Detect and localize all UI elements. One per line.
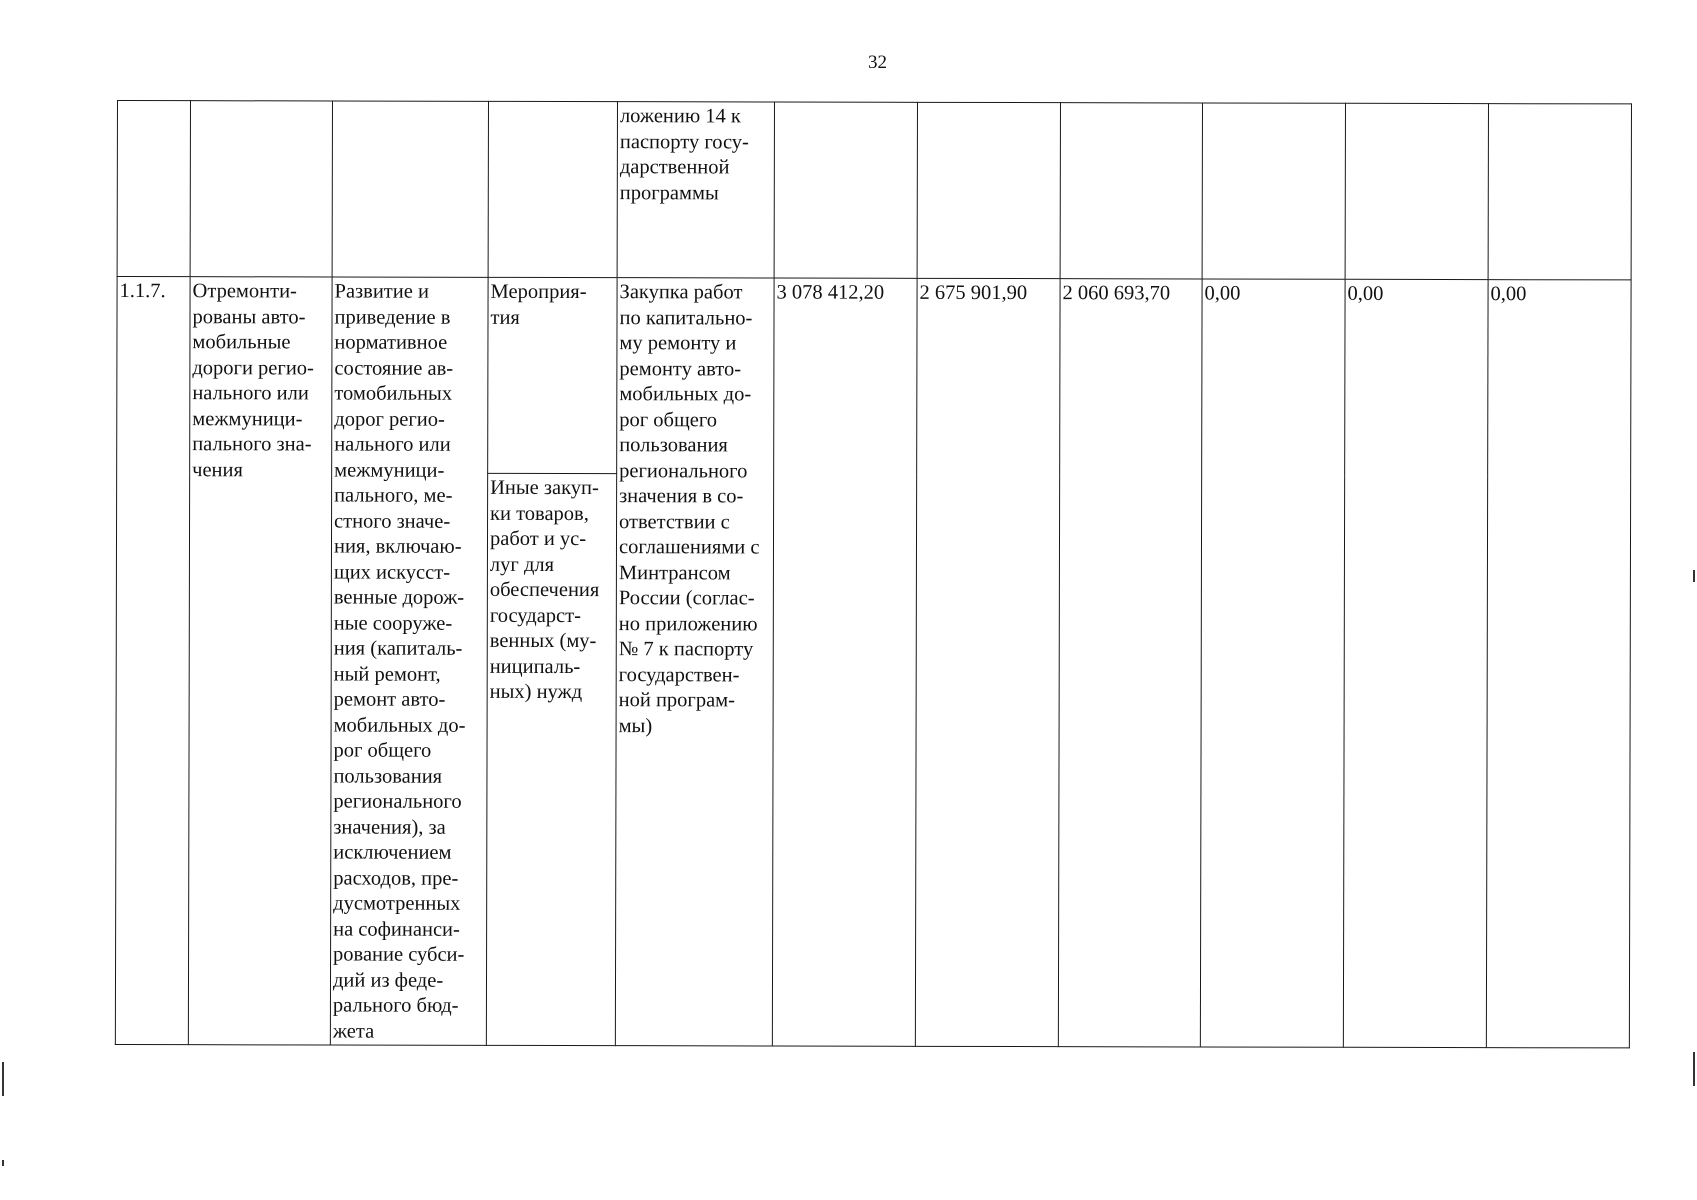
text-line: мобильные [192,331,291,354]
text-line: ных) нужд [489,680,583,704]
cell-empty [1060,103,1202,279]
text-line: программы [619,181,719,204]
cell-type-lower [486,473,616,1045]
text-line: рог общего [333,739,432,762]
text-line: состояние ав- [334,356,454,380]
cell-value-3: 2 060 693,70 [1058,279,1202,1047]
text-line: по капитально- [619,306,753,329]
scan-edge-mark [2,1062,4,1096]
text-line: пользования [619,434,728,457]
scan-edge-mark [1693,1052,1695,1086]
text-line: пользования [333,764,443,788]
cell-empty [1345,103,1488,279]
text-line: венные дорож- [333,586,465,609]
text-line: значения), за [333,815,446,839]
cell-value-1: 3 078 412,20 [772,278,917,1046]
cell-type-upper [488,277,617,473]
text-line: пального, ме- [334,484,453,507]
cell-continuation-text [617,102,774,278]
cell-result [188,277,332,1045]
text-line: обеспечения [489,578,600,602]
cell-direction [330,277,488,1045]
cell-empty [190,101,332,277]
cell-value-4: 0,00 [1200,279,1345,1047]
text-line: значения в со- [619,485,744,508]
text-line: на софинанси- [333,917,460,941]
text-line: ния, включаю- [333,535,462,558]
text-line: Развитие и [334,280,429,303]
text-line: дорог регио- [334,407,445,431]
cell-empty [117,101,190,277]
text-line: межмуници- [334,458,445,482]
text-line: щих искусст- [333,560,451,584]
cell-value-5: 0,00 [1343,279,1488,1047]
text-line: ния (капиталь- [333,637,463,660]
text-line: Минтрансом [618,561,731,584]
text-line: венных (му- [489,629,597,653]
text-line: нального или [192,382,309,405]
text-line: томобильных [334,382,453,405]
text-line: луг для [489,553,555,576]
text-line: Мероприя- [490,280,587,304]
cell-index: 1.1.7. [115,277,190,1045]
text-line: ответствии с [619,510,730,533]
scan-edge-mark [1693,570,1695,582]
text-line: государствен- [618,663,740,686]
text-line: дий из феде- [332,968,444,992]
cell-empty [917,102,1060,278]
text-line: рального бюд- [332,994,459,1017]
text-line: нального или [334,433,451,456]
text-line: но приложению [618,612,758,635]
text-line: приведение в [334,305,451,329]
budget-table [115,100,1632,1048]
text-line: России (соглас- [618,587,755,610]
cell-empty [1488,104,1631,280]
text-line: расходов, пре- [333,866,459,890]
text-line: мобильных до- [619,383,752,406]
text-line: стного значе- [334,509,451,533]
text-line: тия [490,306,520,329]
text-line: рованы авто- [192,305,306,328]
text-line: Закупка работ [619,281,743,304]
text-line: рог общего [619,408,718,431]
page-number: 32 [868,52,887,73]
text-line: ной програм- [618,689,736,712]
text-line: дарственной [619,156,730,179]
cell-description [615,278,774,1046]
text-line: Иные закуп- [490,476,599,500]
text-line: паспорту госу- [619,130,749,153]
text-line: дусмотренных [333,892,461,915]
text-line: регионального [333,790,462,813]
text-line: исключением [333,841,452,864]
table-row-1-1-7 [117,277,1631,476]
text-line: мы) [618,714,653,737]
text-line: ниципаль- [489,655,581,678]
text-line: ные сооруже- [333,611,453,635]
text-line: дороги регио- [192,356,314,379]
cell-empty [1202,103,1345,279]
text-line: нормативное [334,331,448,354]
scan-edge-mark [2,1160,4,1166]
text-line: пального зна- [192,433,312,456]
text-line: ремонт авто- [333,688,446,711]
cell-empty [332,101,488,277]
text-line: му ремонту и [619,332,737,355]
text-line: соглашениями с [618,536,760,559]
text-line: чения [192,458,243,481]
table-row-continuation [117,101,1631,280]
text-line: ный ремонт, [333,662,441,686]
text-line: мобильных до- [333,713,466,737]
cell-empty [488,101,617,277]
text-line: межмуници- [192,407,303,430]
text-line: государст- [489,604,581,627]
cell-value-2: 2 675 901,90 [915,278,1060,1046]
text-line: работ и ус- [489,527,587,551]
text-line: регионального [619,459,748,482]
text-line: № 7 к паспорту [618,638,754,661]
text-line: ки товаров, [490,502,589,525]
text-line: ремонту авто- [619,357,742,380]
text-line: жета [332,1019,375,1043]
cell-value-6: 0,00 [1486,280,1631,1048]
text-line: ложению 14 к [619,105,741,128]
text-line: рование субси- [333,943,465,966]
text-line: Отремонти- [192,280,297,303]
cell-empty [774,102,917,278]
